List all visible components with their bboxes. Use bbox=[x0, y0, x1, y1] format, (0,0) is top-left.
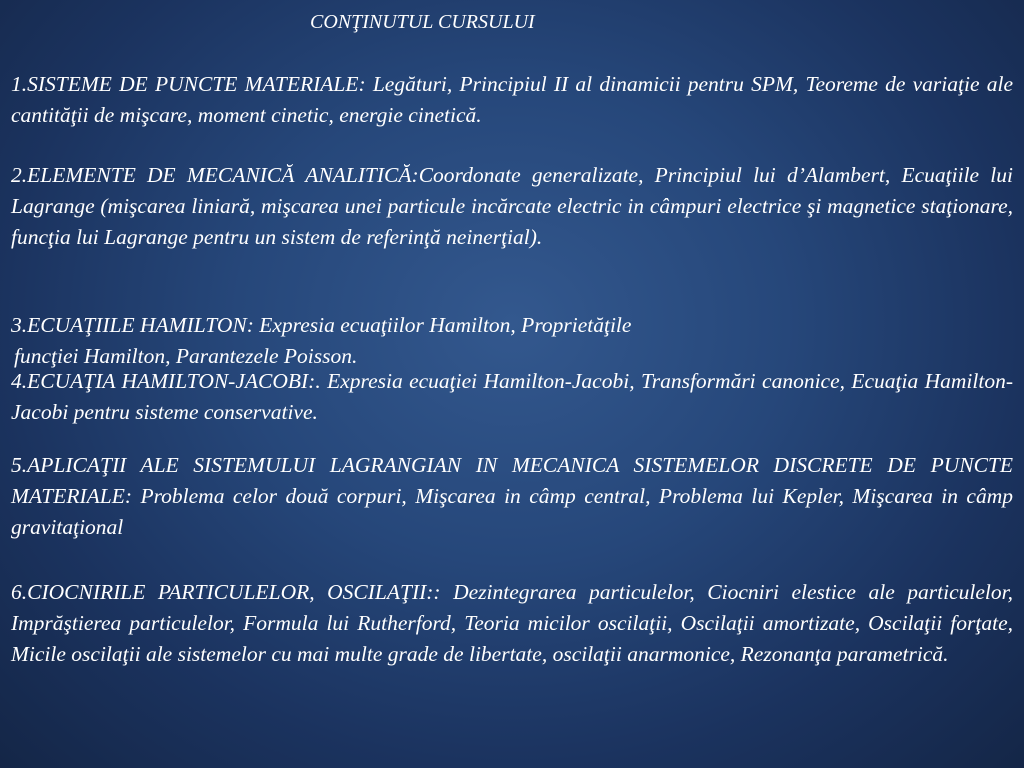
section-2-body: Coordonate generalizate, Principiul lui d’Alambert, Ecuaţiile lui Lagrange (mişcarea liniară, mişcarea unei particule incărcate electric in câmpuri electrice şi magnetice staţionare, funcţia lui Lagrange pentru un sistem de referinţă neinerţial). bbox=[11, 163, 1014, 249]
section-4-body: Expresia ecuaţiei Hamilton-Jacobi, Transformări canonice, Ecuaţia Hamilton-Jacobi pentru sisteme conservative. bbox=[11, 369, 1014, 424]
slide-title: CONŢINUTUL CURSULUI bbox=[310, 11, 535, 33]
section-3-heading: 3.ECUAŢIILE HAMILTON: bbox=[11, 313, 254, 337]
section-2 bbox=[11, 160, 1013, 253]
section-5-body: Problema celor două corpuri, Mişcarea in câmp central, Problema lui Kepler, Mişcarea in câmp gravitaţional bbox=[11, 484, 1013, 539]
section-1-heading: 1.SISTEME DE PUNCTE MATERIALE: bbox=[11, 72, 366, 96]
section-6-body: Dezintegrarea particulelor, Ciocniri elestice ale particulelor, Imprăştierea particulelor, Formula lui Rutherford, Teoria micilor oscilaţii, Oscilaţii amortizate, Oscilaţii forţate, Micile oscilaţii ale sistemelor cu mai multe grade de libertate, oscilaţii anarmonice, Rezonanţa parametrică. bbox=[11, 580, 1013, 666]
section-3-body-line2: funcţiei Hamilton, Parantezele Poisson. bbox=[14, 344, 358, 368]
section-3-body-line1: Expresia ecuaţiilor Hamilton, Proprietăţile bbox=[253, 313, 632, 337]
section-4 bbox=[11, 366, 1013, 428]
section-1-body: Legături, Principiul II al dinamicii pentru SPM, Teoreme de variaţie ale cantităţii de mişcare, moment cinetic, energie cinetică. bbox=[11, 72, 1013, 127]
section-3 bbox=[11, 310, 1013, 372]
section-5-heading: 5.APLICAŢII ALE SISTEMULUI LAGRANGIAN IN MECANICA SISTEMELOR DISCRETE DE PUNCTE MATERIALE: bbox=[11, 453, 1013, 508]
section-5 bbox=[11, 450, 1013, 543]
section-2-heading: 2.ELEMENTE DE MECANICĂ ANALITICĂ: bbox=[11, 163, 419, 187]
section-6 bbox=[11, 577, 1013, 670]
section-4-heading: 4.ECUAŢIA HAMILTON-JACOBI:. bbox=[11, 369, 321, 393]
section-6-heading: 6.CIOCNIRILE PARTICULELOR, OSCILAŢII:: bbox=[11, 580, 441, 604]
section-1 bbox=[11, 69, 1013, 131]
